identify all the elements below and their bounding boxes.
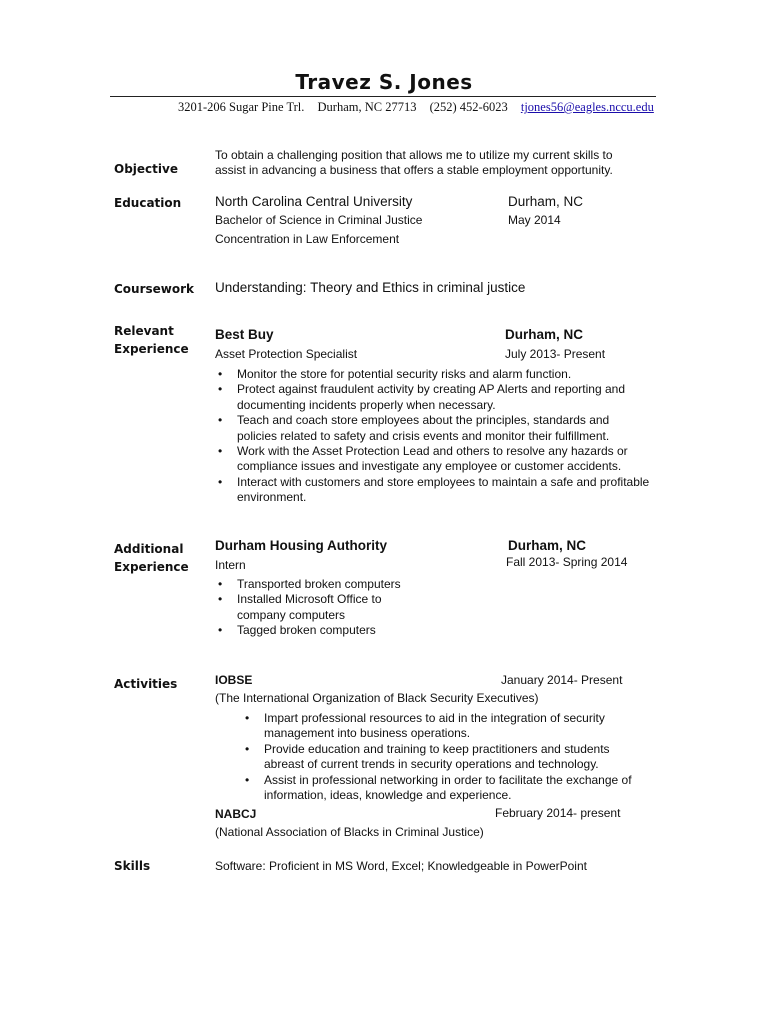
relevant-date: July 2013- Present — [505, 347, 606, 361]
activity-org2-fullname: (National Association of Blacks in Criminal Justice) — [215, 825, 484, 839]
list-item: • Provide education and training to keep practitioners and students abreast of current trends in security operations and technology. — [242, 742, 652, 773]
education-school: North Carolina Central University — [215, 194, 413, 209]
relevant-title: Asset Protection Specialist — [215, 347, 358, 361]
additional-experience-label — [114, 540, 189, 576]
list-item: • Interact with customers and store employees to maintain a safe and profitable environment. — [215, 475, 650, 506]
list-item: • Teach and coach store employees about the principles, standards and policies related to safety and crisis events and monitor their fulfillment. — [215, 413, 650, 444]
list-item: • Work with the Asset Protection Lead and others to resolve any hazards or compliance issues and investigate any employee or customer accidents. — [215, 444, 650, 475]
relevant-employer: Best Buy — [215, 327, 274, 342]
resume-name: Travez S. Jones — [295, 70, 473, 94]
skills-label: Skills — [114, 859, 151, 873]
additional-location: Durham, NC — [508, 538, 587, 553]
activity-org1-list — [242, 711, 652, 803]
activities-label: Activities — [114, 677, 178, 691]
objective-text: To obtain a challenging position that allows me to utilize my current skills to assist in advancing a business that offers a stable employment opportunity. — [215, 148, 613, 177]
additional-title: Intern — [215, 558, 246, 572]
list-item: • Impart professional resources to aid in the integration of security management into business operations. — [242, 711, 652, 742]
relevant-experience-label — [114, 322, 189, 358]
activity-org2-date: February 2014- present — [495, 806, 621, 820]
additional-employer: Durham Housing Authority — [215, 538, 387, 553]
phone-number: (252) 452-6023 — [429, 100, 508, 114]
list-item: • Monitor the store for potential security risks and alarm function. — [215, 367, 650, 382]
skills-text: Software: Proficient in MS Word, Excel; Knowledgeable in PowerPoint — [215, 859, 587, 873]
list-item: • Transported broken computers — [215, 577, 415, 592]
activity-org1-date: January 2014- Present — [501, 673, 623, 687]
header-divider — [110, 96, 656, 97]
list-item: • Protect against fraudulent activity by creating AP Alerts and reporting and documenting incidents properly when necessary. — [215, 382, 650, 413]
activity-org2-name: NABCJ — [215, 807, 257, 821]
education-degree: Bachelor of Science in Criminal Justice — [215, 213, 423, 227]
list-item: • Tagged broken computers — [215, 623, 415, 638]
coursework-label: Coursework — [114, 282, 195, 296]
objective-label: Objective — [114, 162, 178, 176]
education-date: May 2014 — [508, 213, 561, 227]
relevant-duties-list — [215, 367, 650, 506]
additional-date: Fall 2013- Spring 2014 — [506, 555, 628, 569]
education-label: Education — [114, 196, 182, 210]
city-state-zip: Durham, NC 27713 — [317, 100, 417, 114]
email-link[interactable]: tjones56@eagles.nccu.edu — [520, 100, 654, 114]
activity-org1-fullname: (The International Organization of Black Security Executives) — [215, 691, 539, 705]
coursework-text: Understanding: Theory and Ethics in criminal justice — [215, 280, 526, 295]
additional-experience-label-line1: Additional — [114, 542, 184, 556]
list-item: • Installed Microsoft Office to company computers — [215, 592, 415, 623]
additional-duties-list — [215, 577, 415, 639]
list-item: • Assist in professional networking in order to facilitate the exchange of information, ideas, knowledge and experience. — [242, 773, 652, 804]
education-location: Durham, NC — [508, 194, 584, 209]
activity-org1-name: IOBSE — [215, 673, 253, 687]
relevant-location: Durham, NC — [505, 327, 584, 342]
education-concentration: Concentration in Law Enforcement — [215, 232, 400, 246]
contact-line — [178, 100, 654, 115]
additional-experience-label-line2: Experience — [114, 560, 189, 574]
relevant-experience-label-line2: Experience — [114, 342, 189, 356]
address: 3201-206 Sugar Pine Trl. — [178, 100, 305, 114]
relevant-experience-label-line1: Relevant — [114, 324, 174, 338]
